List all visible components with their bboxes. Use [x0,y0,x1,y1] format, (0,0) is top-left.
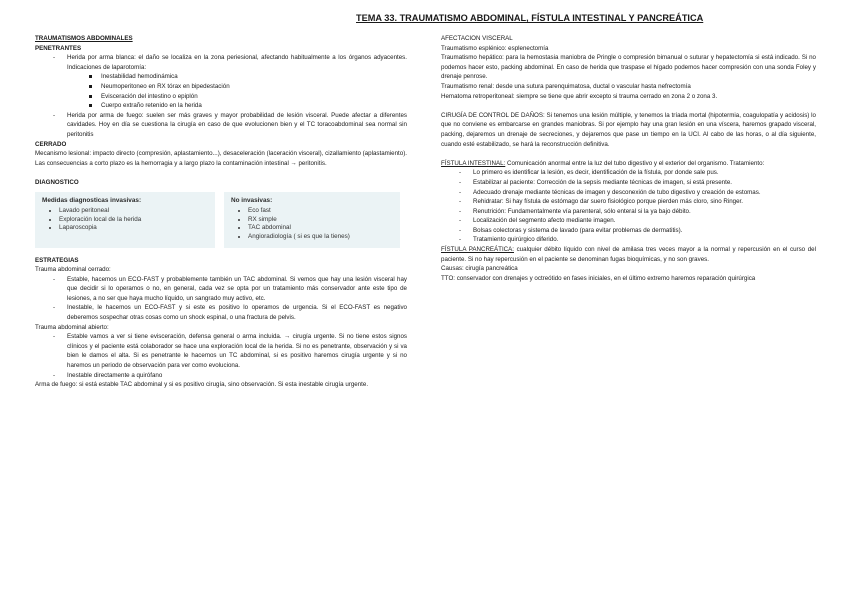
list-item: - Bolsas colectoras y sistema de lavado (para evitar problemas de dermatitis). [441,226,816,236]
right-column [441,34,816,283]
paragraph-fistula-intestinal [441,159,816,169]
invasive-box [35,192,215,248]
noninvasive-box [224,192,400,248]
page-title: TEMA 33. TRAUMATISMO ABDOMINAL, FÍSTULA INTESTINAL Y PANCREÁTICA [356,13,704,23]
text-control-danos: Si tenemos una lesión múltiple, y tenemos la tríada mortal (hipotermia, coagulopatía y acidosis) lo que no conviene es embarcarse en grandes maniobras. Si por ejemplo hay una gran lesión en una víscera, haremos grapado visceral, packing, dejaremos un drenaje de secreciones, y dejaremos que pase un tiempo en la UCI. Al cabo de las horas, o al día siguiente, cuando esté estabilizado, se hará la reconstrucción definitiva. [441,111,816,148]
section-heading-trauma: TRAUMATISMOS ABDOMINALES [35,35,133,42]
paragraph: Traumatismo hepático: para la hemostasia maniobra de Pringle o compresión bimanual o suturar y hepatectomía si está indicado. Si no podemos hacer esto, packing abdominal. En caso de herida que traspase el hígado podemos hacer compresión con una sonda Foley y drenaje penrose. [441,54,816,81]
paragraph-fistula-pancreatica [441,245,816,264]
list-item: Neumoperitoneo en RX tórax en bipedestación [35,82,407,92]
list-item: • Exploración local de la herida [59,216,215,225]
list-item: • Angioradiología ( si es que la tienes) [248,233,400,242]
list-item: • TAC abdominal [248,224,400,233]
heading-control-danos: CIRUGÍA DE CONTROL DE DAÑOS: [441,111,545,119]
diagnostic-image [35,192,407,250]
list-item: • Laparoscopia [59,224,215,233]
list-item: - Localización del segmento afecto mediante imagen. [441,216,816,226]
section-heading-afectacion: AFECTACION VISCERAL [441,35,513,42]
text-fistula-intestinal: Comunicación anormal entre la luz del tubo digestivo y el exterior del organismo. Tratamiento: [505,159,765,167]
paragraph-arma-fuego: Arma de fuego: si está estable TAC abdominal y si es positivo cirugía, sino observación. Si esta inestable cirugía urgente. [35,381,369,389]
heading-fistula-pancreatica: FÍSTULA PANCREÁTICA: [441,246,514,254]
list-item: • Lavado peritoneal [59,207,215,216]
list-item: • Eco fast [248,207,400,216]
subheading-abierto-trauma: Trauma abdominal abierto: [35,323,109,331]
subheading-cerrado-trauma: Trauma abdominal cerrado: [35,266,111,274]
list-item: • RX simple [248,216,400,225]
paragraph-control-danos [441,111,816,149]
list-item: Evisceración del intestino o epiplón [35,92,407,102]
list-item: - Rehidratar: Si hay fístula de estómago dar suero fisiológico porque pierden más cloro, sino Ringer. [441,197,816,207]
paragraph-tto: TTO: conservador con drenajes y octreótido en fases iniciales, en el último extremo haremos reparación quirúrgica [441,274,756,282]
list-item: - Tratamiento quirúrgico diferido. [441,235,816,245]
list-item: - Renutrición: Fundamentalmente vía parenteral, sólo enteral si la ya bajo débito. [441,207,816,217]
paragraph: Traumatismo esplénico: esplenectomía [441,44,549,52]
list-item-arma-blanca: - Herida por arma blanca: el daño se localiza en la zona periesional, afectando habitualmente a los órganos adyacentes. Indicaciones de laparotomía: [35,53,407,72]
section-heading-diagnostico: DIAGNOSTICO [35,178,79,186]
list-item: Inestabilidad hemodinámica [35,72,407,82]
list-item: - Lo primero es identificar la lesión, es decir, identificación de la fístula, por donde sale pus. [441,168,816,178]
noninvasive-title: No invasivas: [231,196,273,204]
subheading-cerrado: CERRADO [35,140,67,148]
paragraph-cerrado: Mecanismo lesional: impacto directo (compresión, aplastamiento...), desaceleración (laceración visceral), cizallamiento (aplastamiento). Las consecuencias a corto plazo es la hemorragia y a largo plazo la contaminación intestinal → peritonitis. [35,150,407,167]
list-item: - Estabilizar al paciente: Corrección de la sepsis mediante técnicas de imagen, si está presente. [441,178,816,188]
list-item-estable: - Estable, hacemos un ECO-FAST y probablemente también un TAC abdominal. Si vemos que hay una lesión visceral hay que decidir si lo operamos o no, en general, cada vez se opta por un tratamiento más conservador ante este tipo de lesiones, a no ser que haya mucho líquido, un sangrado muy activo, etc. [35,275,407,304]
subheading-penetrantes: PENETRANTES [35,44,82,52]
list-item: Cuerpo extraño retenido en la herida [35,101,407,111]
paragraph: Hematoma retroperitoneal: siempre se tiene que abrir excepto si trauma cerrado en zona 2 o zona 3. [441,92,718,100]
section-heading-estrategias: ESTRATEGIAS [35,256,79,264]
list-item-inestable: - Inestable, le hacemos un ECO-FAST y si este es positivo lo operamos de urgencia. Si el ECO-FAST es negativo deberemos sospechar otras cosas como un shock espinal, o una fractura de pelvis. [35,303,407,322]
heading-fistula-intestinal: FÍSTULA INTESTINAL: [441,159,506,167]
list-item-arma-fuego: - Herida por arma de fuego: suelen ser más graves y mayor probabilidad de lesión visceral. Puede afectar a diferentes cavidades. Hoy en día se cuestiona la cirugía en caso de que evolucionen bien y el TC toracoabdominal sea normal sin peritonitis [35,111,407,140]
paragraph-causas: Causas: cirugía pancreática [441,265,518,273]
invasive-title: Medidas diagnosticas invasivas: [42,196,142,204]
list-item-abierto-inestable: - Inestable directamente a quirófano [35,371,407,381]
list-item-abierto-estable: - Estable vamos a ver si tiene evisceración, defensa general o arma incluida. → cirugía urgente. Si no tiene estos signos clínicos y el paciente está colaborador se hace una exploración local de la herida. Si no es penetrante, observación y si va bien le damos el alta. Si es penetrante le hacemos un TC abdominal, si es positivo haremos cirugía urgente y si no haremos un periodo de observación para ver como evoluciona. [35,332,407,370]
text-fistula-pancreatica: cualquier débito líquido con nivel de amilasa tres veces mayor a la normal y repercusión en el curso del paciente. Si no hay repercusión en el paciente se denominan fugas bioquímicas, y no son graves. [441,246,816,263]
left-column [35,34,407,390]
list-item: - Adecuado drenaje mediante técnicas de imagen y desconexión de tubo digestivo y creación de estomas. [441,188,816,198]
paragraph: Traumatismo renal: desde una sutura parenquimatosa, ductal o vascular hasta nefrectomía [441,82,691,90]
